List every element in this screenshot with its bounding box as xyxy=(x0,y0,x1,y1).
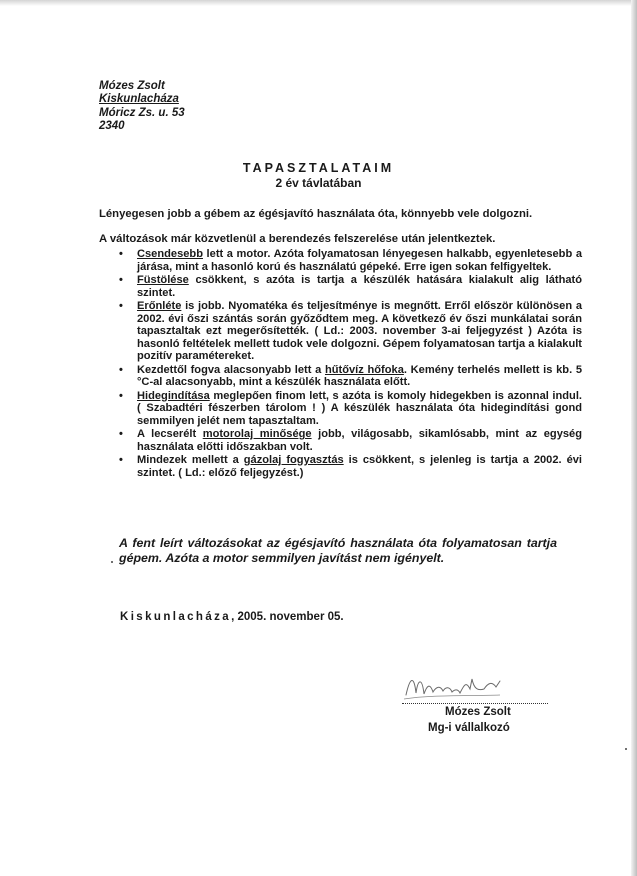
dateline-place: Kiskunlacháza xyxy=(120,611,232,623)
signature-role: Mg-i vállalkozó xyxy=(428,722,510,734)
signature-name: Mózes Zsolt xyxy=(445,706,511,718)
sender-address xyxy=(99,80,185,134)
list-item: • Füstölése csökkent, s azóta is tartja a készülék hatására kialakult alig látható szintet. xyxy=(119,274,582,299)
list-item: • Mindezek mellett a gázolaj fogyasztás is csökkent, s jelenleg is tartja a 2002. évi szintet. ( Ld.: előző feljegyzést.) xyxy=(119,454,582,479)
experience-list xyxy=(112,248,582,480)
handwritten-signature xyxy=(400,665,520,705)
scan-edge-top xyxy=(0,0,637,6)
summary-statement: A fent leírt változásokat az égésjavító használata óta folyamatosan tartja gépem. Azóta a motor semmilyen javítást nem igényelt. xyxy=(119,536,557,565)
list-item: • Kezdettől fogva alacsonyabb lett a hűtővíz hőfoka. Kemény terhelés mellett is kb. 5 °C-al alacsonyabb, mint a készülék használata előtt. xyxy=(119,363,583,388)
bullet-icon: • xyxy=(119,274,123,286)
signature-line xyxy=(402,703,548,704)
bullet-icon: • xyxy=(119,454,123,466)
list-item-key: Csendesebb xyxy=(137,248,203,260)
bullet-icon: • xyxy=(119,248,123,260)
document-subtitle: 2 év távlatában xyxy=(275,176,362,190)
sender-city: Kiskunlacháza xyxy=(99,93,179,106)
scan-speck xyxy=(111,561,113,563)
bullet-icon: • xyxy=(119,428,123,440)
document-title: TAPASZTALATAIM xyxy=(242,161,395,175)
intro-paragraph-2: A változások már közvetlenül a berendezés felszerelése után jelentkeztek. xyxy=(99,233,496,245)
list-item-key: gázolaj fogyasztás xyxy=(243,454,344,466)
list-item-key: Erőnléte xyxy=(137,300,182,312)
list-item-key: hűtővíz hőfoka xyxy=(324,363,404,376)
list-item: • Erőnléte is jobb. Nyomatéka és teljesítménye is megnőtt. Erről először különösen a 2002. évi őszi szántás során győződtem meg. A következő év őszi munkálatai során tapasztaltak ezt megerősítették. ( Ld.: 2003. november 3-ai feljegyzést ) Azóta is hasonló feltételek mellett tudok vele dolgozni. Gépem folyamatosan tartja a kialakult pozitív paramétereket. xyxy=(119,300,582,362)
list-item-key: Füstölése xyxy=(137,274,189,286)
list-item-key: motorolaj minősége xyxy=(202,428,312,440)
scan-edge-right xyxy=(631,0,637,876)
sender-name: Mózes Zsolt xyxy=(99,80,165,92)
sender-zip: 2340 xyxy=(99,120,125,133)
list-item: • Csendesebb lett a motor. Azóta folyamatosan lényegesen halkabb, egyenletesebb a járása, mint a hasonló korú és használatú gépeké. Erre igen sokan felfigyeltek. xyxy=(119,248,582,273)
bullet-icon: • xyxy=(119,363,123,376)
list-item: • Hidegindítása meglepően finom lett, s azóta is komoly hidegekben is azonnal indul. ( Szabadtéri fészerben tárolom ! ) A készülék használata óta hidegindítási gond semmilyen jelét nem tapasztaltam. xyxy=(119,389,582,427)
list-item: • A lecserélt motorolaj minősége jobb, világosabb, sikamlósabb, mint az egység használata előtti időszakban volt. xyxy=(119,428,582,453)
dateline xyxy=(120,611,344,623)
sender-street: Móricz Zs. u. 53 xyxy=(99,106,185,119)
bullet-icon: • xyxy=(119,300,123,312)
list-item-key: Hidegindítása xyxy=(137,389,210,402)
intro-paragraph: Lényegesen jobb a gébem az égésjavító használata óta, könnyebb vele dolgozni. xyxy=(99,208,533,220)
dateline-date: , 2005. november 05. xyxy=(231,611,344,623)
scan-speck xyxy=(625,748,627,750)
bullet-icon: • xyxy=(119,389,123,402)
